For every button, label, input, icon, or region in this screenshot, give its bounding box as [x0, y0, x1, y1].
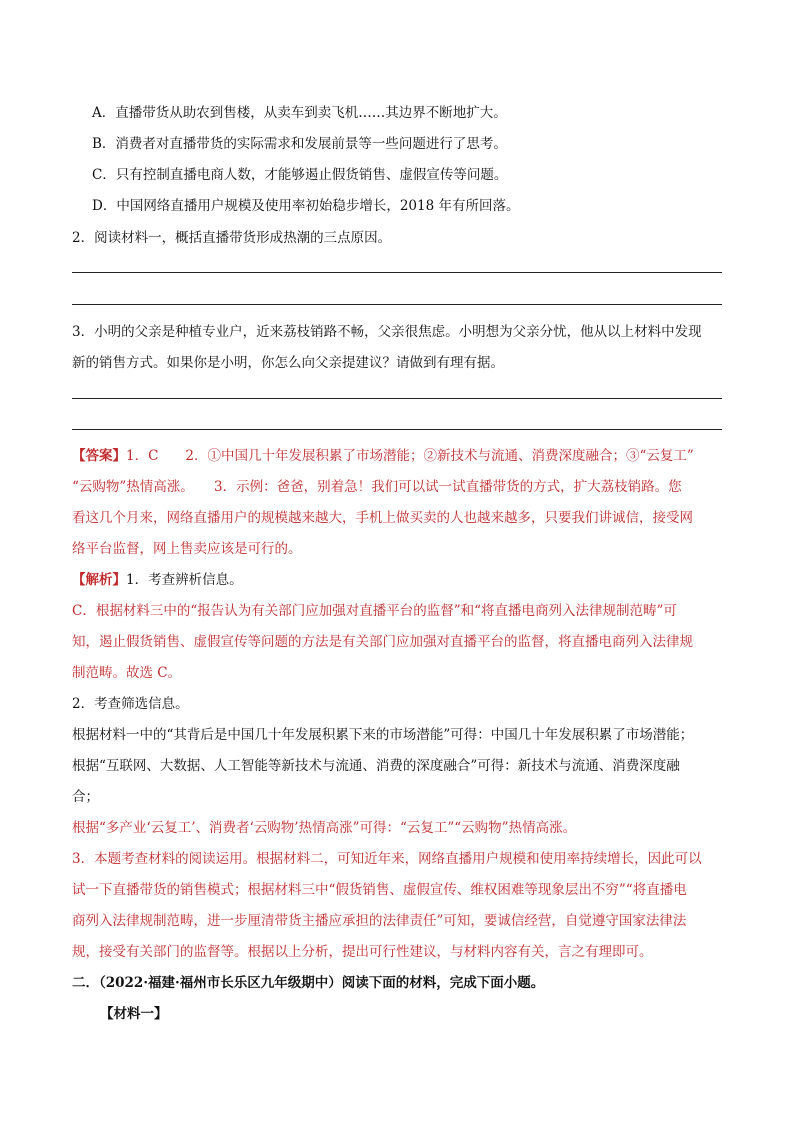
answer-line-4: 络平台监督，网上售卖应该是可行的。 [72, 541, 302, 557]
option-a: A．直播带货从助农到售楼，从卖车到卖飞机……其边界不断地扩大。 [92, 105, 507, 121]
answer-line [72, 429, 722, 430]
question-3-line-2: 新的销售方式。如果你是小明，你怎么向父亲提建议？请做到有理有据。 [72, 355, 504, 371]
analysis-p2-2: 根据“互联网、大数据、人工智能等新技术与流通、消费的深度融合”可得：新技术与流通、消费深度融 [72, 758, 680, 774]
analysis-p2-4: 根据“多产业‘云复工’、消费者‘云购物’热情高涨”可得：“云复工”“云购物”热情高涨。 [72, 820, 577, 836]
question-3-line-1: 3．小明的父亲是种植专业户，近来荔枝销路不畅，父亲很焦虑。小明想为父亲分忧，他从以上材料中发现 [72, 324, 702, 340]
analysis-p3-4: 规，接受有关部门的监督等。根据以上分析，提出可行性建议，与材料内容有关，言之有理即可。 [72, 944, 653, 960]
option-b: B．消费者对直播带货的实际需求和发展前景等一些问题进行了思考。 [92, 136, 507, 152]
answer-tag: 【答案】 [72, 448, 126, 464]
analysis-p3-3: 商列入法律规制范畴，进一步厘清带货主播应承担的法律责任”可知，要诚信经营，自觉遵守国家法律法 [72, 913, 687, 929]
analysis-line-1 [72, 570, 243, 590]
answer-line-2: “云购物”热情高涨。 3．示例：爸爸，别着急！我们可以试一试直播带货的方式，扩大荔枝销路。您 [72, 479, 682, 495]
analysis-p3-2: 试一下直播带货的销售模式；根据材料三中“假货销售、虚假宣传、维权困难等现象层出不穷”“将直播电 [72, 882, 687, 898]
option-d: D．中国网络直播用户规模及使用率初始稳步增长，2018 年有所回落。 [92, 198, 520, 214]
material-1-label: 【材料一】 [100, 1006, 168, 1022]
section-2-heading: 二．（2022·福建·福州市长乐区九年级期中）阅读下面的材料，完成下面小题。 [72, 975, 545, 991]
analysis-head-2: 2．考查筛选信息。 [72, 696, 189, 712]
analysis-p2-3: 合； [72, 789, 99, 805]
analysis-c-2: 知，遏止假货销售、虚假宣传等问题的方法是有关部门应加强对直播平台的监督，将直播电商列入法律规 [72, 634, 693, 650]
option-c: C．只有控制直播电商人数，才能够遏止假货销售、虚假宣传等问题。 [92, 167, 508, 183]
analysis-c-1: C．根据材料三中的“报告认为有关部门应加强对直播平台的监督”和“将直播电商列入法律规制范畴”可 [72, 603, 677, 619]
answer-line [72, 272, 722, 273]
analysis-tag: 【解析】 [72, 572, 126, 588]
answer-line [72, 304, 722, 305]
analysis-p3-1: 3．本题考查材料的阅读运用。根据材料二，可知近年来，网络直播用户规模和使用率持续增长，因此可以 [72, 851, 702, 867]
answer-line [72, 398, 722, 399]
answer-text: 1．C 2．①中国几十年发展积累了市场潜能；②新技术与流通、消费深度融合；③“云复工” [126, 448, 694, 464]
answer-line-1 [72, 446, 694, 466]
analysis-head-1: 1．考查辨析信息。 [126, 572, 243, 588]
question-2: 2．阅读材料一，概括直播带货形成热潮的三点原因。 [72, 230, 392, 246]
answer-line-3: 看这几个月来，网络直播用户的规模越来越大，手机上做买卖的人也越来越多，只要我们讲诚信，接受网 [72, 510, 693, 526]
analysis-c-3: 制范畴。故选 C。 [72, 665, 182, 681]
analysis-p2-1: 根据材料一中的“其背后是中国几十年发展积累下来的市场潜能”可得：中国几十年发展积累了市场潜能； [72, 727, 694, 743]
